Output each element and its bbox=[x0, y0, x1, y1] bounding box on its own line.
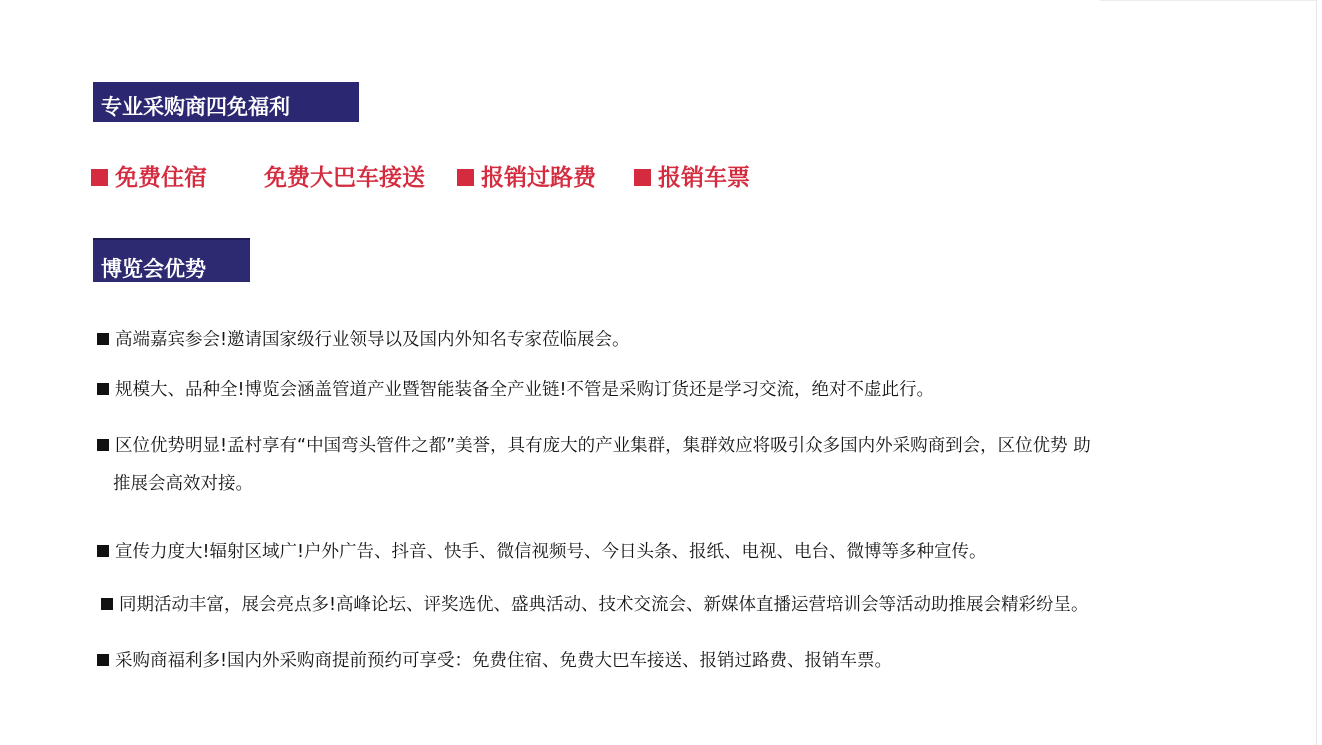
advantage-item bbox=[97, 321, 1277, 359]
benefit-item bbox=[634, 161, 750, 195]
square-bullet-icon bbox=[101, 598, 113, 610]
advantage-item bbox=[97, 642, 1277, 680]
benefit-item bbox=[457, 161, 596, 195]
page-edge-right bbox=[1316, 0, 1317, 745]
advantage-item bbox=[97, 371, 1277, 409]
square-bullet-icon bbox=[91, 169, 108, 186]
benefits-heading: 专业采购商四免福利 bbox=[93, 82, 359, 122]
advantage-item bbox=[101, 586, 1281, 624]
benefit-item bbox=[91, 161, 207, 195]
benefit-label: 报销过路费 bbox=[481, 165, 596, 191]
advantage-text-continued: 推展会高效对接。 bbox=[113, 474, 253, 494]
advantage-text: 宣传力度大!辐射区域广!户外广告、抖音、快手、微信视频号、今日头条、报纸、电视、电台、微博等多种宣传。 bbox=[115, 542, 987, 562]
advantages-heading: 博览会优势 bbox=[93, 238, 250, 282]
square-bullet-icon bbox=[457, 169, 474, 186]
benefit-label: 免费住宿 bbox=[115, 165, 207, 191]
square-bullet-icon bbox=[97, 545, 109, 557]
benefits-list bbox=[91, 161, 811, 195]
advantage-item bbox=[97, 427, 1277, 503]
square-bullet-icon bbox=[97, 383, 109, 395]
benefit-item bbox=[264, 161, 425, 195]
advantage-item bbox=[97, 533, 1277, 571]
benefit-label: 免费大巴车接送 bbox=[264, 165, 425, 191]
benefit-label: 报销车票 bbox=[658, 165, 750, 191]
page-edge-top bbox=[1100, 0, 1316, 1]
square-bullet-icon bbox=[634, 169, 651, 186]
square-bullet-icon bbox=[97, 439, 109, 451]
advantage-text: 规模大、品种全!博览会涵盖管道产业暨智能装备全产业链!不管是采购订货还是学习交流，绝对不虚此行。 bbox=[115, 380, 935, 400]
advantage-text: 高端嘉宾参会!邀请国家级行业领导以及国内外知名专家莅临展会。 bbox=[115, 330, 630, 350]
advantage-text: 同期活动丰富，展会亮点多!高峰论坛、评奖选优、盛典活动、技术交流会、新媒体直播运营培训会等活动助推展会精彩纷呈。 bbox=[119, 595, 1089, 615]
square-bullet-icon bbox=[97, 654, 109, 666]
advantage-text: 采购商福利多!国内外采购商提前预约可享受：免费住宿、免费大巴车接送、报销过路费、报销车票。 bbox=[115, 651, 893, 671]
advantage-text: 区位优势明显!孟村享有“中国弯头管件之都”美誉，具有庞大的产业集群，集群效应将吸引众多国内外采购商到会，区位优势 助 bbox=[115, 436, 1091, 456]
square-bullet-icon bbox=[97, 333, 109, 345]
